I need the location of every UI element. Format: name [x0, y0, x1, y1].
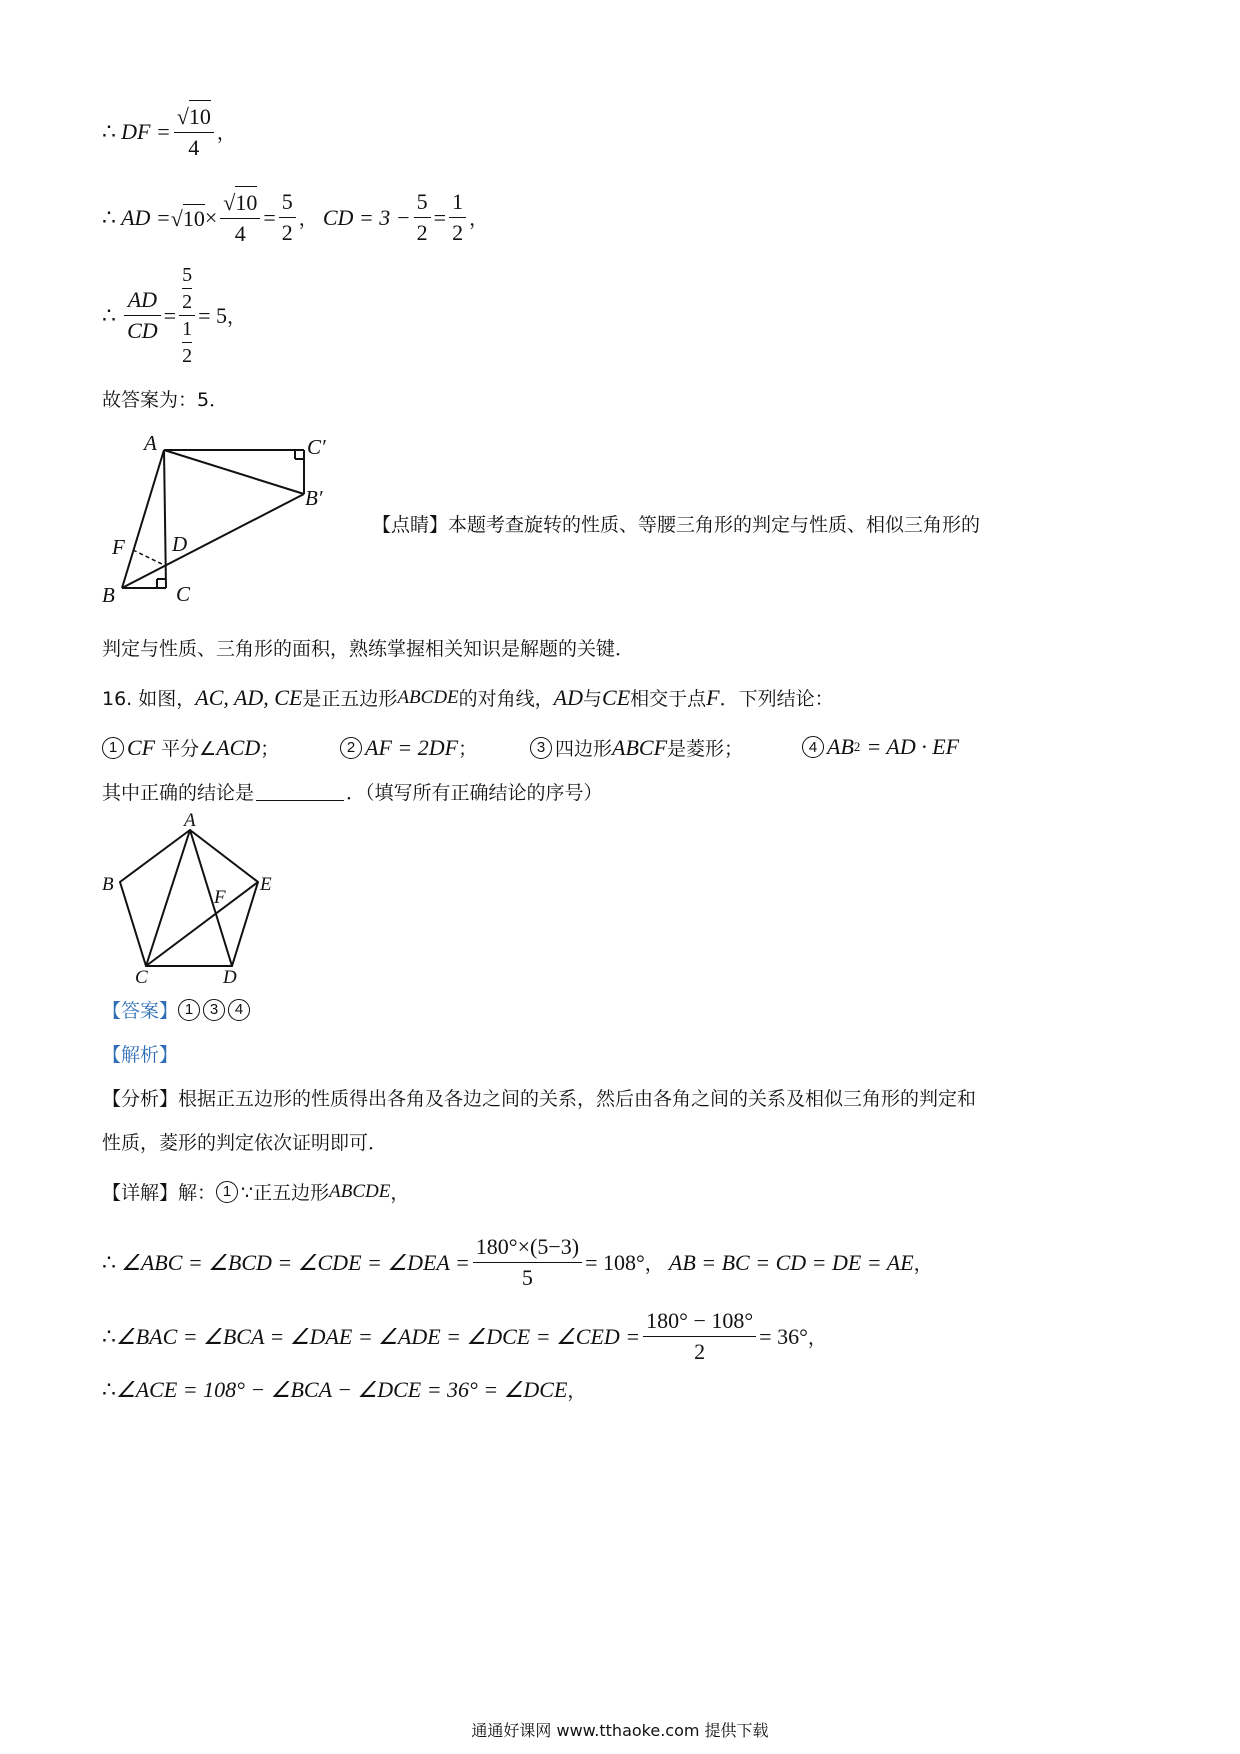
- comma: ，: [469, 208, 489, 230]
- therefore-symbol: ∴: [102, 1376, 116, 1402]
- footer: 通通好课网 www.tthaoke.com 提供下载: [471, 1721, 769, 1740]
- comment-line-2: 判定与性质、三角形的面积，熟练掌握相关知识是解题的关键．: [102, 638, 635, 660]
- punct: ，: [390, 1182, 410, 1204]
- numerator: 180° − 108°: [643, 1306, 756, 1337]
- option-3: [530, 734, 743, 761]
- cd-lhs: CD = 3 −: [322, 204, 411, 230]
- answer-blank: [256, 782, 344, 801]
- option-4: [802, 734, 959, 760]
- circled-number: 4: [228, 999, 250, 1021]
- equation-angles-108: [102, 1232, 933, 1293]
- circled-number: 1: [102, 737, 124, 759]
- label-d: D: [172, 532, 188, 556]
- answer-row: [102, 996, 253, 1023]
- numerator: 5: [182, 262, 192, 289]
- because-text: ∵正五边形: [241, 1182, 330, 1204]
- fraction: $\frac{√10}{4}$: [220, 186, 260, 249]
- option-text: 平分∠: [161, 738, 217, 760]
- denominator: 4: [234, 221, 246, 246]
- sides: AB = BC = CD = DE = AE: [668, 1249, 914, 1275]
- numerator: 1: [182, 316, 192, 343]
- numerator: 180°×(5−3): [473, 1232, 582, 1263]
- therefore-symbol: ∴: [102, 1249, 116, 1275]
- circled-number: 1: [216, 1181, 238, 1203]
- radicand: 10: [235, 186, 257, 218]
- radicand: 10: [189, 100, 211, 132]
- therefore-symbol: ∴: [102, 204, 116, 230]
- punct: ；: [458, 738, 478, 760]
- option-text: 四边形: [555, 738, 613, 760]
- circled-number: 3: [203, 999, 225, 1021]
- label-b: B: [102, 583, 115, 607]
- label-a: A: [184, 810, 196, 831]
- stem-text: 是正五边形: [302, 688, 398, 710]
- segment-ad: AD: [553, 684, 583, 710]
- equals: =: [263, 204, 276, 230]
- fraction: [643, 1306, 756, 1367]
- lhs: ∠ACE = 108° − ∠BCA − ∠DCE = 36° = ∠DCE: [116, 1376, 568, 1402]
- circled-number: 2: [340, 737, 362, 759]
- ask-text: ．（填写所有正确结论的序号）: [346, 782, 603, 804]
- rhs: = 108°: [585, 1249, 645, 1275]
- label-f: F: [214, 887, 226, 908]
- math: CF: [127, 734, 156, 760]
- polygon-name: ABCDE: [329, 1180, 391, 1202]
- ask-text: 其中正确的结论是: [102, 782, 255, 804]
- stem-text: 与: [583, 688, 603, 710]
- question-16-stem: [102, 684, 834, 711]
- denominator: 4: [188, 135, 200, 160]
- option-1: [102, 734, 279, 761]
- label-f: F: [112, 535, 125, 559]
- label-b-prime: B′: [305, 486, 323, 510]
- xiangjie-label: 【详解】解：: [102, 1182, 217, 1204]
- math: AF = 2DF: [365, 734, 459, 760]
- comment-line-1: 【点睛】本题考查旋转的性质、等腰三角形的判定与性质、相似三角形的: [372, 514, 981, 536]
- option-text: 是菱形；: [667, 738, 744, 760]
- xiangjie-line: [102, 1178, 409, 1205]
- therefore-symbol: ∴: [102, 1323, 116, 1349]
- result: = 5: [198, 302, 227, 328]
- stem-text: ．下列结论：: [719, 688, 834, 710]
- stem-text: 的对角线，: [458, 688, 554, 710]
- ratio-fraction: [124, 285, 161, 346]
- fraction: [279, 187, 296, 248]
- diagonals: AC, AD, CE: [195, 684, 303, 710]
- denominator: 2: [694, 1339, 706, 1364]
- therefore-symbol: ∴: [102, 118, 116, 144]
- punct: ；: [260, 738, 280, 760]
- denominator: 2: [182, 345, 193, 367]
- analysis-label: 【解析】: [102, 1044, 179, 1066]
- rhs: = 36°: [759, 1323, 808, 1349]
- numerator: 5: [279, 187, 296, 218]
- equation-ad-cd: ∴ AD = √10 × $\frac{√10}{4}$ = $\frac{5}{2}$ ， CD = 3 − $\frac{5}{2}$ = $\frac{1}{2}$ ，: [102, 186, 488, 249]
- fraction: [414, 187, 431, 248]
- therefore-symbol: ∴: [102, 302, 116, 328]
- question-16-ask: [102, 778, 603, 805]
- label-c: C: [176, 582, 191, 606]
- math: = AD · EF: [866, 734, 960, 759]
- rotation-figure: [96, 428, 356, 613]
- polygon-name: ABCDE: [397, 686, 459, 708]
- label-c-prime: C′: [307, 435, 326, 459]
- lhs: ∠BAC = ∠BCA = ∠DAE = ∠ADE = ∠DCE = ∠CED =: [116, 1323, 641, 1349]
- circled-number: 3: [530, 737, 552, 759]
- fraction: [449, 187, 466, 248]
- denominator: 2: [452, 220, 464, 245]
- math: ACD: [216, 734, 261, 760]
- denominator: 2: [416, 220, 428, 245]
- fraction: [473, 1232, 582, 1293]
- circled-number: 1: [178, 999, 200, 1021]
- equation-ratio: [102, 262, 246, 369]
- equation-df: [102, 100, 236, 163]
- label-a: A: [144, 431, 157, 455]
- denominator: 2: [182, 291, 193, 313]
- numerator: 5: [414, 187, 431, 218]
- compound-fraction: [179, 262, 195, 369]
- df-lhs: DF =: [121, 118, 171, 144]
- times: ×: [204, 204, 218, 230]
- option-2: [340, 734, 477, 761]
- comma: ，: [216, 122, 236, 144]
- equals: =: [433, 204, 447, 230]
- lhs: ∠ABC = ∠BCD = ∠CDE = ∠DEA =: [121, 1249, 470, 1275]
- label-b: B: [102, 874, 114, 895]
- comma: ，: [227, 306, 247, 328]
- label-e: E: [260, 874, 272, 895]
- comma: ，: [913, 1253, 933, 1275]
- math: AB: [827, 734, 854, 759]
- point-f: F: [706, 684, 720, 710]
- radicand: 10: [182, 205, 205, 231]
- separator: ，: [644, 1253, 664, 1275]
- denominator: 5: [521, 1265, 533, 1290]
- fraction: $\frac{√10}{4}$: [174, 100, 214, 163]
- fenxi-line-1: 【分析】根据正五边形的性质得出各角及各边之间的关系，然后由各角之间的关系及相似三角形的判定和: [102, 1088, 977, 1110]
- equals: =: [163, 302, 177, 328]
- pentagon-figure: [98, 808, 288, 990]
- stem-text: 相交于点: [630, 688, 707, 710]
- exponent: 2: [853, 739, 861, 754]
- comma: ，: [567, 1380, 587, 1402]
- answer-label: 【答案】: [102, 1000, 179, 1022]
- denominator: CD: [127, 318, 158, 343]
- math: ABCF: [612, 734, 668, 760]
- equation-ace: [102, 1376, 586, 1403]
- fenxi-line-2: 性质，菱形的判定依次证明即可．: [102, 1132, 388, 1154]
- numerator: 1: [449, 187, 466, 218]
- answer-15: 故答案为：5．: [102, 389, 229, 411]
- segment-ce: CE: [602, 684, 631, 710]
- denominator: 2: [281, 220, 293, 245]
- equation-angles-36: [102, 1306, 827, 1367]
- comma: ，: [807, 1327, 827, 1349]
- label-c: C: [135, 967, 148, 988]
- label-d: D: [223, 967, 237, 988]
- ad-lhs: AD =: [121, 204, 171, 230]
- question-number: 16. 如图，: [102, 688, 196, 710]
- circled-number: 4: [802, 736, 824, 758]
- separator: ，: [298, 208, 318, 230]
- numerator: AD: [124, 285, 161, 316]
